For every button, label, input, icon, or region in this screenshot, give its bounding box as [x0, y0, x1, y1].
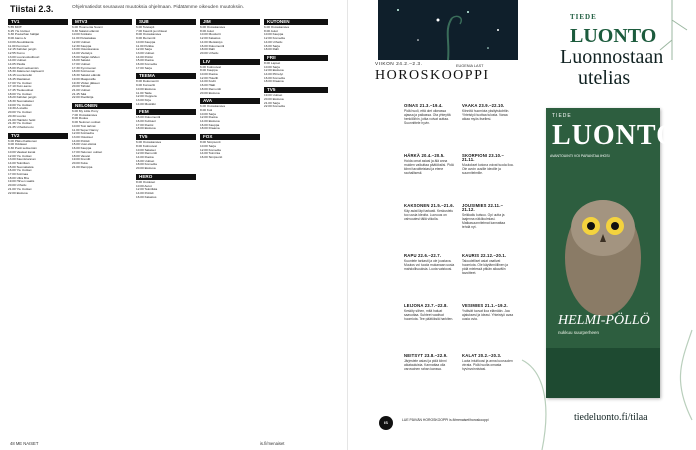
program-row: 20.00 Yle Uutiset [8, 110, 32, 115]
horoscope-title: HOROSKOOPPI [375, 68, 490, 83]
program-row: 10.00 Akuuttikanta [8, 39, 34, 44]
program-row: 17.45 Tiedeuutiset [8, 87, 34, 92]
program-row: 12.00 Yle Uutiset [8, 153, 32, 158]
program-row: 10.00 Moottorit [200, 32, 221, 37]
program-row: 16.00 Kalastus [136, 194, 157, 199]
program-row: 12.00 Kotirauha [72, 131, 94, 136]
ad-headline [560, 47, 663, 89]
program-row: 19.00 Yle Uutiset [8, 102, 32, 107]
program-row: 19.30 A-studio [8, 106, 28, 111]
program-row: 16.00 Kauppa [200, 122, 220, 127]
horoscope-sign [462, 254, 514, 275]
program-row: 10.00 Sarja [200, 143, 216, 148]
sign-name: VAAKA 23.9.–22.10. [462, 103, 505, 108]
program-row: 21.00 Yle Uutiset [8, 186, 32, 191]
program-row: 8.00 Dokumentti [136, 79, 159, 84]
program-row: 19.00 Hirven saalis [8, 179, 35, 184]
program-row: 10.00 Tosi tarinat [72, 123, 96, 128]
program-row: 18.30 Salatut elämät [72, 73, 101, 78]
program-row: 17.00 Yle Uutiset [8, 80, 32, 85]
program-row: 16.00 Komedia [264, 75, 285, 80]
program-row: 21.30 Yle Uutiset [8, 121, 32, 126]
horoscope-sign [462, 154, 514, 175]
program-row: 12.00 Hotellit [200, 75, 219, 80]
program-row: 14.00 Poliisi [136, 54, 153, 59]
program-row: 14.00 Ruoka [136, 154, 154, 159]
program-row: 20.00 Kuka [72, 160, 88, 165]
listing-header-note: Ohjelmatiedot seuraavat muutoksia ohjelmaan. Pidätämme oikeuden muutoksiin. [72, 5, 244, 10]
program-row: 6.00 Ostoskanava [136, 140, 161, 145]
mag-brand: TIEDE [552, 113, 572, 119]
program-row: 14.00 Elokuva [200, 119, 220, 124]
program-row: 6.00 Kotirouvat [200, 64, 221, 69]
program-row: 10.00 Ruoka [200, 72, 218, 77]
program-row: 10.00 Sarja [264, 64, 280, 69]
program-row: 8.00 Ostoskanava [136, 32, 161, 37]
program-row: 10.00 Kauppa [136, 39, 156, 44]
program-row: 18.00 Ralli [264, 47, 279, 52]
sign-name: KAURIS 22.12.–20.1. [462, 253, 507, 258]
sign-name: LEIJONA 23.7.–22.8. [404, 303, 448, 308]
program-row: 9.30 Puoli seitsemän [8, 146, 37, 151]
program-row: 18.00 Kotirouvat [72, 69, 95, 74]
channel-heading: TEEMA [136, 73, 196, 79]
program-row: 12.00 Komedia [200, 147, 221, 152]
program-row: 10.00 Sarja [200, 111, 216, 116]
program-row: 22.00 Roolikirja [72, 95, 94, 100]
horoscope-promo[interactable]: LUE PÄIVÄN HOROSKOOPPI is.fi/menaiset/horoskooppi [402, 418, 489, 422]
program-row: 18.00 Vauvat [72, 153, 91, 158]
program-row: 22.00 Elokuva [8, 190, 28, 195]
program-row: 14.00 Tekniikan [8, 160, 30, 165]
sign-name: RAPU 22.6.–22.7. [404, 253, 442, 258]
program-row: 6.00 Huomenta Suomi [72, 25, 103, 29]
horoscope-sign [404, 354, 456, 371]
is-logo-icon: IS [379, 416, 393, 430]
sign-text: Taloudelliset asiat vaativat huomiota. Ole käytännöllinen ja pidä mielessä pitkän aikavälin tavoitteet. [462, 259, 509, 276]
program-row: 6.25 Yle Uutiset [8, 28, 30, 33]
horoscope-sign [462, 204, 514, 230]
sign-text: Kiinnitä huomiota yksityiskohtiin. Yhteistyö tuottaa tulosta. Varaa aikaa myös itsellesi. [462, 109, 510, 122]
program-row: 16.00 Uutiset [136, 158, 155, 163]
program-row: 10.00 Autot [136, 183, 152, 188]
channel-heading: AVA [200, 98, 260, 104]
sign-text: Pidä huoli, että olet oikeassa ajassa ja paikassa. Ota yhteyttä henkilöihin, jotka voivat auttaa. Suunnittele hyvin. [404, 109, 451, 126]
listing-column-3 [136, 16, 196, 436]
program-row: 10.00 Kotikatu [72, 32, 92, 37]
horoscope-sign [462, 304, 514, 321]
channel-heading: LIV [200, 59, 260, 65]
program-row: 11.00 Super Nanny [72, 127, 99, 132]
ad-brand-name: LUONTO [570, 25, 657, 47]
program-row: 14.00 Metsästys [200, 39, 223, 44]
program-row: 6.30 Puutarhan haltijat [8, 32, 39, 37]
sign-name: HÄRKÄ 20.4.–20.5. [404, 153, 445, 158]
program-row: 8.00 Autot [200, 28, 214, 33]
ad-headline-line2: utelias [578, 67, 631, 89]
sign-name: VESIMIES 21.1.–19.2. [462, 303, 508, 308]
program-row: 10.00 Elokuva [136, 86, 156, 91]
listing-column-1 [8, 16, 68, 436]
program-row: 15.00 Puoli seitsemän [8, 65, 39, 70]
program-row: 21.00 Sarja [264, 100, 280, 105]
sign-name: KAKSONEN 21.5.–21.6. [404, 203, 455, 208]
program-row: 12.00 Ooppera [136, 94, 157, 99]
program-row: 17.10 Kuin aamu [8, 84, 32, 89]
program-row: 14.00 Poliisit [136, 190, 154, 195]
mag-cover-headline: HELMI-PÖLLÖ [558, 313, 650, 328]
program-row: 15.00 Neljän tähden [72, 54, 100, 59]
program-row: 18.00 Remontti [200, 86, 221, 91]
listing-column-2 [72, 16, 132, 436]
channel-heading: FOX [200, 134, 260, 140]
program-row: 20.00 Elokuva [264, 96, 284, 101]
sign-name: SKORPIONI 23.10.–21.11. [462, 153, 505, 163]
program-row: 15.00 Uusi elämä [72, 142, 97, 147]
program-row: 14.05 Pasila [8, 62, 26, 67]
program-row: 14.00 Uutiset [8, 58, 27, 63]
channel-heading: NELONEN [72, 103, 132, 109]
sign-name: JOUSIMIES 22.11.–21.12. [462, 203, 504, 213]
mag-strapline: AVANTOUINTI VOI PARANTAA IHOSI [550, 154, 610, 158]
program-row: 16.00 Yle Uutiset [8, 168, 32, 173]
program-row: 12.00 Tekniikka [136, 187, 158, 192]
program-row: 8.00 Lapset [264, 60, 281, 65]
channel-heading: TV2 [8, 133, 68, 139]
program-row: 18.00 Elokuva [136, 126, 156, 131]
program-row: 18.00 Draama [264, 79, 284, 84]
sign-text: Seikkailu kutsuu. Opi uutta ja laajenna näkökulmiasi. Matkasuunnitelmat kannattaa tehdä nyt. [462, 213, 506, 230]
program-row: 15.00 Ruoka [136, 58, 154, 63]
program-row: 21.00 Hairikön hetki [8, 117, 36, 122]
sign-name: NEITSYT 23.8.–22.9. [404, 353, 448, 358]
program-row: 12.30 Kauppa [72, 43, 92, 48]
channel-heading: TV5 [264, 87, 328, 93]
program-row: 16.00 Komedia [136, 62, 157, 67]
channel-heading: TV5 [136, 134, 196, 140]
program-row: 8.00 Kauppa [200, 68, 218, 73]
program-row: 15.30 Jäämeren kapteenit [8, 69, 44, 74]
horoscope-sign [404, 104, 456, 125]
program-row: 20.00 Urheilu [8, 183, 27, 188]
program-row: 19.00 Maajussille [72, 76, 96, 81]
sign-text: Luota intuitioosi ja anna luovuuden virrata. Pidä huolta omasta hyvinvoinnistasi. [462, 359, 513, 372]
program-row: 9.30 Salatut elämät [72, 28, 99, 33]
program-row: 21.00 Uutiset [72, 87, 91, 92]
program-row: 8.00 Simpsonit [200, 140, 221, 145]
star-field-image [378, 0, 518, 60]
program-row: 20.00 Elokuva [136, 166, 156, 171]
program-row: 9.00 Remontti [136, 36, 156, 41]
program-row: 16.00 Kauppa [72, 146, 92, 151]
mag-title: LUONTO [552, 120, 679, 151]
channel-heading: KUTONEN [264, 19, 328, 25]
channel-heading: HERO [136, 174, 196, 180]
program-row: 9.00 Konsertti [136, 83, 156, 88]
program-row: 10.00 Salaiset [136, 147, 156, 152]
program-row: 16.15 Luontoretki [8, 73, 32, 78]
program-row: 14.00 Piirretyt [264, 72, 284, 77]
program-row: 21.35 Urheiluruutu [8, 124, 34, 129]
horoscope-sign [404, 304, 456, 321]
sign-text: Keskity siihen, mitä haluat saavuttaa. Suhteet vaativat huomiota. Tee päätöksiä harkiten. [404, 309, 454, 322]
horoscope-dates: VIIKON 24.2.–2.3. [375, 62, 423, 67]
program-row: 21.00 Remppa [72, 164, 93, 169]
program-row: 12.00 Uutiset [72, 39, 91, 44]
page-footer-left: 48 ME NAISET [10, 441, 39, 446]
program-row: 12.00 Kalastus [200, 36, 221, 41]
program-row: 11.00 Pulkka [136, 43, 154, 48]
channel-heading: FEM [136, 109, 196, 115]
program-row: 14.00 Kodit [200, 79, 216, 84]
program-row: 8.00 Kotirouvat [136, 143, 157, 148]
mag-cover-subline: nukkuu suurperheen [558, 330, 600, 335]
program-row: 13.00 Ostoskanava [72, 47, 99, 52]
program-row: 9.00 Oddasat [8, 142, 27, 147]
sign-text: Ystävät tuovat iloa elämään. Jaa ajatuksesi ja ideasi. Yhteistyö avaa uusia ovia. [462, 309, 514, 322]
program-row: 16.00 Kulttuuri [136, 119, 156, 124]
program-row: 15.00 Dokumentti [136, 115, 161, 120]
program-row: 17.00 Uutiset [72, 62, 91, 67]
sign-name: KALAT 20.2.–20.3. [462, 353, 502, 358]
channel-heading: JIM [200, 19, 260, 25]
program-row: 18.30 Suomalaiset [8, 99, 34, 104]
program-row: 16.45 Rastiaiset [8, 76, 31, 81]
program-row: 22.00 Komedia [264, 104, 285, 109]
horoscope-sign [404, 254, 456, 271]
channel-heading: FRII [264, 55, 328, 61]
program-row: 20.30 Luonto [8, 113, 27, 118]
program-row: 8.00 Aamu-tv [8, 36, 27, 41]
program-row: 5.55 MOT: [8, 25, 23, 29]
program-row: 13.00 Ostokset [72, 134, 93, 139]
program-row: 18.00 Draama [200, 126, 220, 131]
program-row: 20.00 Tähdet [72, 84, 91, 89]
program-row: 16.00 Sarja [264, 43, 280, 48]
program-row: 6.00 My Little Pony [72, 109, 99, 114]
program-row: 14.00 Poliisit [72, 138, 90, 143]
program-row: 14.00 Musiikki [136, 101, 156, 106]
program-row: 6.00 Ostoskanava [200, 104, 225, 109]
program-row: 12.55 Kumu [8, 50, 25, 55]
program-row: 12.00 Komedia [264, 36, 285, 41]
program-row: 18.00 Komedia [136, 162, 157, 167]
program-row: 15.00 Suomalaisia [8, 164, 34, 169]
program-row: 6.00 Ostoskanava [264, 25, 289, 29]
program-row: 13.00 Uutiset [136, 50, 155, 55]
program-row: 8.00 Autot [264, 28, 278, 33]
program-row: 6.00 Pikku Kakkonen [8, 138, 38, 143]
page-footer-right: is.fi/menaiset [260, 441, 285, 446]
program-row: 12.15 Kahden jengin [8, 47, 37, 52]
program-row: 16.00 Simpsonit [200, 154, 223, 159]
program-row: 16.00 Häät [200, 83, 216, 88]
horoscope-sign [462, 354, 514, 371]
program-row: 14.00 Viettelys [72, 50, 93, 55]
program-row: 7.00 Ostoskanava [72, 112, 97, 117]
program-row: 17.00 Nelonen uutiset [72, 149, 103, 154]
program-row: 17.30 Kymmenen [72, 65, 97, 70]
listing-column-4 [200, 16, 260, 436]
sign-text: Kuuntele tarkasti ja ole joustava. Muutos voi tuoda mukanaan uusia mahdollisuuksia. Luota vaistoosi. [404, 259, 455, 272]
channel-heading: SUB [136, 19, 196, 25]
program-row: 16.00 Dokumentti [200, 43, 225, 48]
program-row: 11.00 Pelastakaa [72, 36, 96, 41]
program-row: 20.00 Elokuva [200, 90, 220, 95]
ad-brand-logo [570, 8, 656, 46]
program-row: 7.00 Kauniit ja rohkeat [136, 28, 167, 33]
program-row: 8.00 Koti [200, 107, 213, 112]
channel-heading: MTV3 [72, 19, 132, 25]
ad-subscribe-link[interactable]: tiedeluonto.fi/tilaa [574, 412, 648, 423]
program-row: 12.00 Sarja [136, 47, 152, 52]
program-row: 18.00 Ralli [200, 47, 215, 52]
program-row: 14.00 Toiminta [200, 151, 221, 156]
program-row: 18.20 Kahden jengin [8, 95, 37, 100]
program-row: 19.00 Uutiset [264, 93, 283, 98]
program-row: 18.00 Yle Uutiset [8, 91, 32, 96]
horoscope-author: EUGENIA LAST [456, 64, 484, 68]
program-row: 16.00 Salatut [72, 58, 91, 63]
program-row: 12.00 Elokuva [264, 68, 284, 73]
program-row: 10.00 Vaaleat kanat [8, 149, 36, 154]
program-row: 10.00 Kauppa [264, 32, 284, 37]
program-row: 9.00 Nelonen uutiset [72, 120, 101, 125]
horoscope-sign [404, 204, 456, 221]
sign-text: Järjestele asiasi ja pidä kiinni aikatauluista. Kannattaa olla varovainen rahan kanssa. [404, 359, 447, 372]
sign-text: Käy asiat läpi tarkasti. Keskustelu tuo uusia ideoita. Luovuus on vahvuutesi tällä viikolla. [404, 209, 454, 222]
magazine-cover [546, 108, 679, 398]
program-row: 11.00 Kummeli [8, 43, 29, 48]
program-row: 8.00 Ostokset [136, 179, 156, 184]
ad-brand-small: TIEDE [570, 13, 597, 21]
horoscope-sign [404, 154, 456, 175]
program-row: 12.00 Remontti [136, 151, 157, 156]
program-row: 13.00 Kaunisrannan [8, 157, 36, 162]
program-row: 13.00 Kirja [136, 97, 151, 102]
program-row: 21.45 Sää [72, 91, 87, 96]
program-row: 13.00 Luonnoskulttuuri [8, 54, 40, 59]
program-row: 6.00 Ostoskanava [200, 25, 225, 29]
sign-text: Muutokset kotona voivat tuoda iloa. Ole avoin uusille ideoille ja suunnitelmille. [462, 163, 514, 176]
program-row: 17.00 Kotimaa [8, 172, 28, 177]
program-row: 19.00 Frendit [72, 157, 91, 162]
program-row: 17.00 Sarja [136, 65, 152, 70]
program-row: 18.00 Ultra Bra [8, 175, 29, 180]
program-row: 14.00 Urheilu [264, 39, 283, 44]
program-row: 12.00 Ruoka [200, 115, 218, 120]
program-row: 11.00 Taide [136, 90, 152, 95]
program-row: 8.00 Ruoka [72, 116, 88, 121]
channel-heading: TV1 [8, 19, 68, 25]
program-row: 17.00 Ruotsi [136, 122, 154, 127]
horoscope-sign [462, 104, 514, 121]
sign-text: Hoida omat asiasi ja älä anna muiden vaikuttaa päätöksiisi. Pidä kiinni tavoitteistasi ja etene rauhallisesti. [404, 159, 454, 176]
program-row: 6.00 Teletapit [136, 25, 155, 29]
listing-day-heading: Tiistai 2.3. [10, 4, 54, 14]
program-row: 19.30 Viiden jälkeen [72, 80, 100, 85]
sign-name: OINAS 21.3.–19.4. [404, 103, 443, 108]
listing-column-5 [264, 16, 328, 436]
ad-headline-line1: Luonnostaan [560, 46, 664, 68]
program-row: 20.00 Urheilu [200, 50, 219, 55]
